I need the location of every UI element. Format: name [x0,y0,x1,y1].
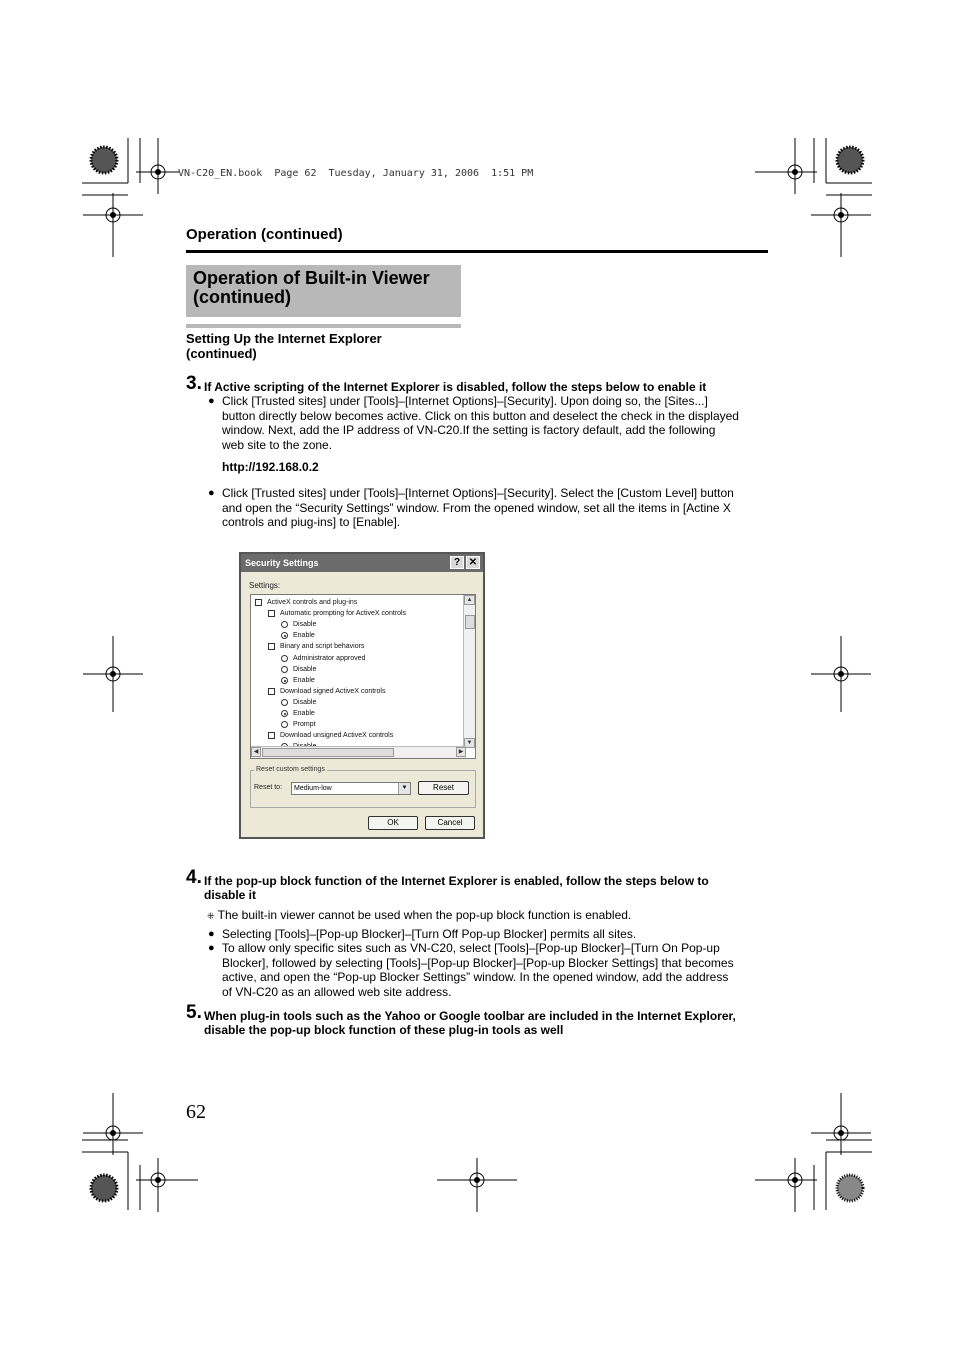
horizontal-scrollbar[interactable] [251,746,466,758]
step-5-text-line-2: disable the pop-up block function of these plug-in tools as well [204,1023,564,1037]
checkbox-icon [268,610,275,617]
reset-to-select[interactable] [291,782,411,795]
scroll-right-icon[interactable]: ▶ [456,747,466,757]
list-item: Disable [293,699,317,706]
radio-button[interactable] [281,655,288,662]
step-4-bullet-1 [208,927,782,942]
step-5-text-line-1: When plug-in tools such as the Yahoo or Google toolbar are included in the Internet Explorer, [204,1009,736,1023]
chevron-down-icon[interactable]: ▼ [398,783,410,794]
bullet-line: Click [Trusted sites] under [Tools]–[Internet Options]–[Security]. Select the [Custom Level] button [222,486,734,500]
title-line-2: (continued) [193,287,291,307]
close-button[interactable]: ✕ [466,556,480,569]
bullet-line: Click [Trusted sites] under [Tools]–[Internet Options]–[Security]. Upon doing so, the [Sites...] [222,394,708,408]
page-number: 62 [186,1101,206,1123]
step-4-note [207,908,767,922]
print-header: VN-C20_EN.book Page 62 Tuesday, January 31, 2006 1:51 PM [178,168,534,179]
list-item: Disable [293,621,317,628]
ip-address-url: http://192.168.0.2 [222,460,319,474]
reset-to-label: Reset to: [254,784,283,791]
step-4-text-line-2: disable it [204,888,257,902]
step-5-number: 5. [186,1002,202,1023]
list-item: Disable [293,666,317,673]
subheading-rule [186,324,461,328]
bullet-dot: ● [208,928,215,940]
bullet-line: Selecting [Tools]–[Pop-up Blocker]–[Turn Off Pop-up Blocker] permits all sites. [222,927,637,941]
scroll-up-icon[interactable]: ▲ [464,595,475,605]
cancel-button[interactable]: Cancel [425,816,475,830]
radio-button-selected[interactable] [281,632,288,639]
list-item: Enable [293,632,315,639]
step-3-text: If Active scripting of the Internet Explorer is disabled, follow the steps below to enable it [204,380,707,394]
scroll-left-icon[interactable]: ◀ [251,747,261,757]
step-4-text [204,874,774,902]
note-text: The built-in viewer cannot be used when the pop-up block function is enabled. [217,908,632,922]
step-5-text [204,1009,774,1037]
radio-button-selected[interactable] [281,677,288,684]
checkbox-icon [268,643,275,650]
list-item: Automatic prompting for ActiveX controls [280,610,407,617]
step-4-text-line-1: If the pop-up block function of the Internet Explorer is enabled, follow the steps below to [204,874,709,888]
vertical-scrollbar[interactable] [463,595,475,748]
bullet-line: Blocker], followed by selecting [Tools]–[Pop-up Blocker]–[Pop-up Blocker Settings] that becomes [222,955,734,970]
list-item: Administrator approved [293,655,366,662]
title-box [186,265,461,317]
scroll-thumb[interactable] [262,748,394,757]
bullet-line: button directly below becomes active. Click on this button and deselect the check in the displayed [222,408,739,423]
bullet-dot: ● [208,395,215,407]
step-4-number: 4. [186,867,202,888]
scroll-thumb[interactable] [465,615,475,629]
bullet-dot: ● [208,487,215,499]
list-item: Download signed ActiveX controls [280,688,386,695]
reset-button[interactable]: Reset [418,781,469,795]
ok-button[interactable]: OK [368,816,418,830]
radio-button[interactable] [281,666,288,673]
bullet-line: web site to the zone. [222,438,333,453]
step-3-bullet-1 [208,394,782,453]
reset-group-label: Reset custom settings [256,766,325,773]
step-3-bullet-2 [208,486,782,530]
bullet-line: controls and piug-ins] to [Enable]. [222,515,401,530]
subheading-line-2: (continued) [186,346,257,361]
bullet-line: and open the “Security Settings” window. From the opened window, set all the items in [Actine X [222,500,731,515]
list-item: Enable [293,677,315,684]
radio-button[interactable] [281,699,288,706]
title-line-1: Operation of Built-in Viewer [193,268,430,288]
list-item: Download unsigned ActiveX controls [280,732,394,739]
security-settings-dialog [239,552,485,839]
list-item: Binary and script behaviors [280,643,365,650]
radio-button[interactable] [281,721,288,728]
note-mark-icon: ⁜ [207,911,215,921]
list-item: Enable [293,710,315,717]
checkbox-icon [268,688,275,695]
radio-button-selected[interactable] [281,710,288,717]
radio-button[interactable] [281,621,288,628]
dialog-title-bar [241,554,483,572]
bullet-line: window. Next, add the IP address of VN-C20.If the setting is factory default, add the following [222,423,716,438]
step-4-bullet-2 [208,941,782,1000]
settings-list[interactable] [250,594,476,759]
subheading-line-1: Setting Up the Internet Explorer [186,331,382,346]
checkbox-icon [255,599,262,606]
checkbox-icon [268,732,275,739]
bullet-line: of VN-C20 as an allowed web site address. [222,985,452,1000]
list-item: ActiveX controls and plug-ins [267,599,358,606]
scroll-down-icon[interactable]: ▼ [464,738,475,748]
bullet-dot: ● [208,942,215,954]
list-item: Prompt [293,721,316,728]
settings-label: Settings: [249,581,281,590]
step-3-number: 3. [186,373,202,394]
help-button[interactable]: ? [450,556,464,569]
bullet-line: To allow only specific sites such as VN-C20, select [Tools]–[Pop-up Blocker]–[Turn On Pop-up [222,941,720,955]
subheading [186,331,382,361]
bullet-line: active, and open the “Pop-up Blocker Settings” window. In the opened window, add the address [222,970,729,985]
reset-to-value: Medium-low [294,785,332,792]
dialog-title: Security Settings [245,558,319,568]
section-rule [186,250,768,253]
section-title: Operation (continued) [186,226,343,243]
